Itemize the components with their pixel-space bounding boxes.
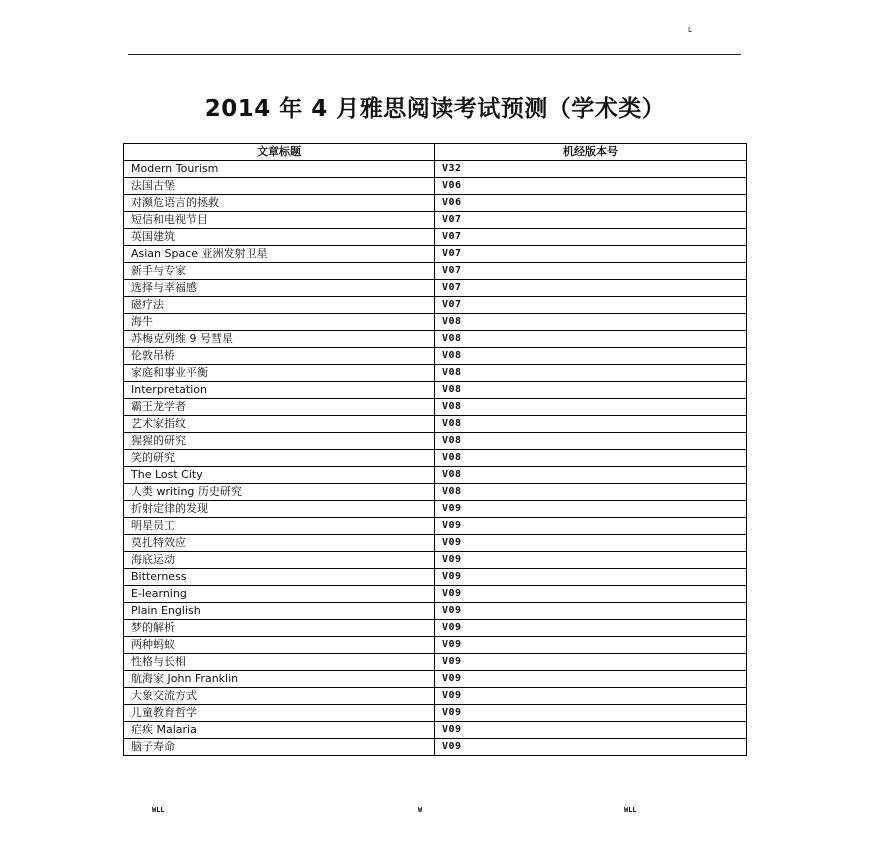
table-row — [124, 637, 747, 654]
article-title-cell: 海底运动 — [124, 552, 435, 569]
table-row — [124, 484, 747, 501]
version-code-cell: V09 — [435, 518, 747, 535]
articles-table — [123, 143, 747, 756]
table-row — [124, 586, 747, 603]
article-title-cell: 莫扎特效应 — [124, 535, 435, 552]
version-code-cell: V09 — [435, 722, 747, 739]
article-title-cell: 选择与幸福感 — [124, 280, 435, 297]
article-title-cell: E-learning — [124, 586, 435, 603]
version-code-cell: V08 — [435, 365, 747, 382]
table-row — [124, 739, 747, 756]
table-row — [124, 722, 747, 739]
table-row — [124, 229, 747, 246]
table-row — [124, 535, 747, 552]
table-row — [124, 161, 747, 178]
article-title-cell: 新手与专家 — [124, 263, 435, 280]
table-row — [124, 348, 747, 365]
version-code-cell: V08 — [435, 348, 747, 365]
table-row — [124, 501, 747, 518]
column-header-version: 机经版本号 — [435, 144, 747, 161]
table-row — [124, 178, 747, 195]
page-title: 2014 年 4 月雅思阅读考试预测（学术类） — [204, 96, 666, 122]
article-title-cell: 梦的解析 — [124, 620, 435, 637]
version-code-cell: V09 — [435, 552, 747, 569]
version-code-cell: V09 — [435, 637, 747, 654]
version-code-cell: V08 — [435, 399, 747, 416]
version-code-cell: V08 — [435, 433, 747, 450]
header-rule — [128, 54, 741, 55]
version-code-cell: V09 — [435, 603, 747, 620]
article-title-cell: Modern Tourism — [124, 161, 435, 178]
article-title-cell: 艺术家指纹 — [124, 416, 435, 433]
version-code-cell: V07 — [435, 229, 747, 246]
table-row — [124, 331, 747, 348]
version-code-cell: V08 — [435, 450, 747, 467]
version-code-cell: V07 — [435, 263, 747, 280]
table-row — [124, 382, 747, 399]
table-row — [124, 654, 747, 671]
table-row — [124, 705, 747, 722]
table-row — [124, 195, 747, 212]
table-row — [124, 450, 747, 467]
header-corner-mark: L — [688, 26, 693, 34]
table-row — [124, 314, 747, 331]
article-title-cell: 两种蚂蚁 — [124, 637, 435, 654]
version-code-cell: V09 — [435, 535, 747, 552]
version-code-cell: V07 — [435, 280, 747, 297]
article-title-cell: 猩猩的研究 — [124, 433, 435, 450]
table-row — [124, 552, 747, 569]
table-row — [124, 297, 747, 314]
table-header-row — [124, 144, 747, 161]
version-code-cell: V07 — [435, 297, 747, 314]
version-code-cell: V08 — [435, 382, 747, 399]
table-row — [124, 212, 747, 229]
article-title-cell: 疟疾 Malaria — [124, 722, 435, 739]
version-code-cell: V08 — [435, 416, 747, 433]
article-title-cell: 明星员工 — [124, 518, 435, 535]
version-code-cell: V09 — [435, 501, 747, 518]
version-code-cell: V07 — [435, 246, 747, 263]
article-title-cell: 人类 writing 历史研究 — [124, 484, 435, 501]
table-row — [124, 365, 747, 382]
article-title-cell: 对濒危语言的拯救 — [124, 195, 435, 212]
article-title-cell: 英国建筑 — [124, 229, 435, 246]
version-code-cell: V08 — [435, 314, 747, 331]
article-title-cell: 儿童教育哲学 — [124, 705, 435, 722]
article-title-cell: 霸王龙学者 — [124, 399, 435, 416]
article-title-cell: Asian Space 亚洲发射卫星 — [124, 246, 435, 263]
version-code-cell: V09 — [435, 620, 747, 637]
article-title-cell: Plain English — [124, 603, 435, 620]
article-title-cell: 苏梅克列维 9 号彗星 — [124, 331, 435, 348]
article-title-cell: 家庭和事业平衡 — [124, 365, 435, 382]
table-row — [124, 569, 747, 586]
version-code-cell: V32 — [435, 161, 747, 178]
footer-mark-right: WLL — [624, 806, 637, 814]
table-row — [124, 246, 747, 263]
version-code-cell: V06 — [435, 178, 747, 195]
table-row — [124, 671, 747, 688]
article-title-cell: 短信和电视节目 — [124, 212, 435, 229]
article-title-cell: 大象交流方式 — [124, 688, 435, 705]
version-code-cell: V09 — [435, 705, 747, 722]
article-title-cell: 折射定律的发现 — [124, 501, 435, 518]
column-header-title: 文章标题 — [124, 144, 435, 161]
version-code-cell: V08 — [435, 331, 747, 348]
version-code-cell: V09 — [435, 569, 747, 586]
article-title-cell: The Lost City — [124, 467, 435, 484]
version-code-cell: V06 — [435, 195, 747, 212]
footer-mark-left: WLL — [152, 806, 165, 814]
article-title-cell: 海牛 — [124, 314, 435, 331]
table-row — [124, 467, 747, 484]
version-code-cell: V09 — [435, 654, 747, 671]
table-row — [124, 433, 747, 450]
version-code-cell: V09 — [435, 671, 747, 688]
version-code-cell: V08 — [435, 484, 747, 501]
version-code-cell: V09 — [435, 739, 747, 756]
article-title-cell: Bitterness — [124, 569, 435, 586]
table-row — [124, 280, 747, 297]
article-title-cell: 伦敦吊桥 — [124, 348, 435, 365]
version-code-cell: V08 — [435, 467, 747, 484]
table-row — [124, 263, 747, 280]
footer-mark-center: W — [418, 806, 423, 814]
table-row — [124, 416, 747, 433]
article-title-cell: 航海家 John Franklin — [124, 671, 435, 688]
table-row — [124, 688, 747, 705]
version-code-cell: V07 — [435, 212, 747, 229]
article-title-cell: 笑的研究 — [124, 450, 435, 467]
table-body — [124, 161, 747, 756]
table-row — [124, 603, 747, 620]
table-row — [124, 518, 747, 535]
article-title-cell: 磁疗法 — [124, 297, 435, 314]
table-row — [124, 399, 747, 416]
version-code-cell: V09 — [435, 586, 747, 603]
article-title-cell: 脑子寿命 — [124, 739, 435, 756]
table-row — [124, 620, 747, 637]
article-title-cell: 性格与长相 — [124, 654, 435, 671]
article-title-cell: 法国古堡 — [124, 178, 435, 195]
version-code-cell: V09 — [435, 688, 747, 705]
article-title-cell: Interpretation — [124, 382, 435, 399]
